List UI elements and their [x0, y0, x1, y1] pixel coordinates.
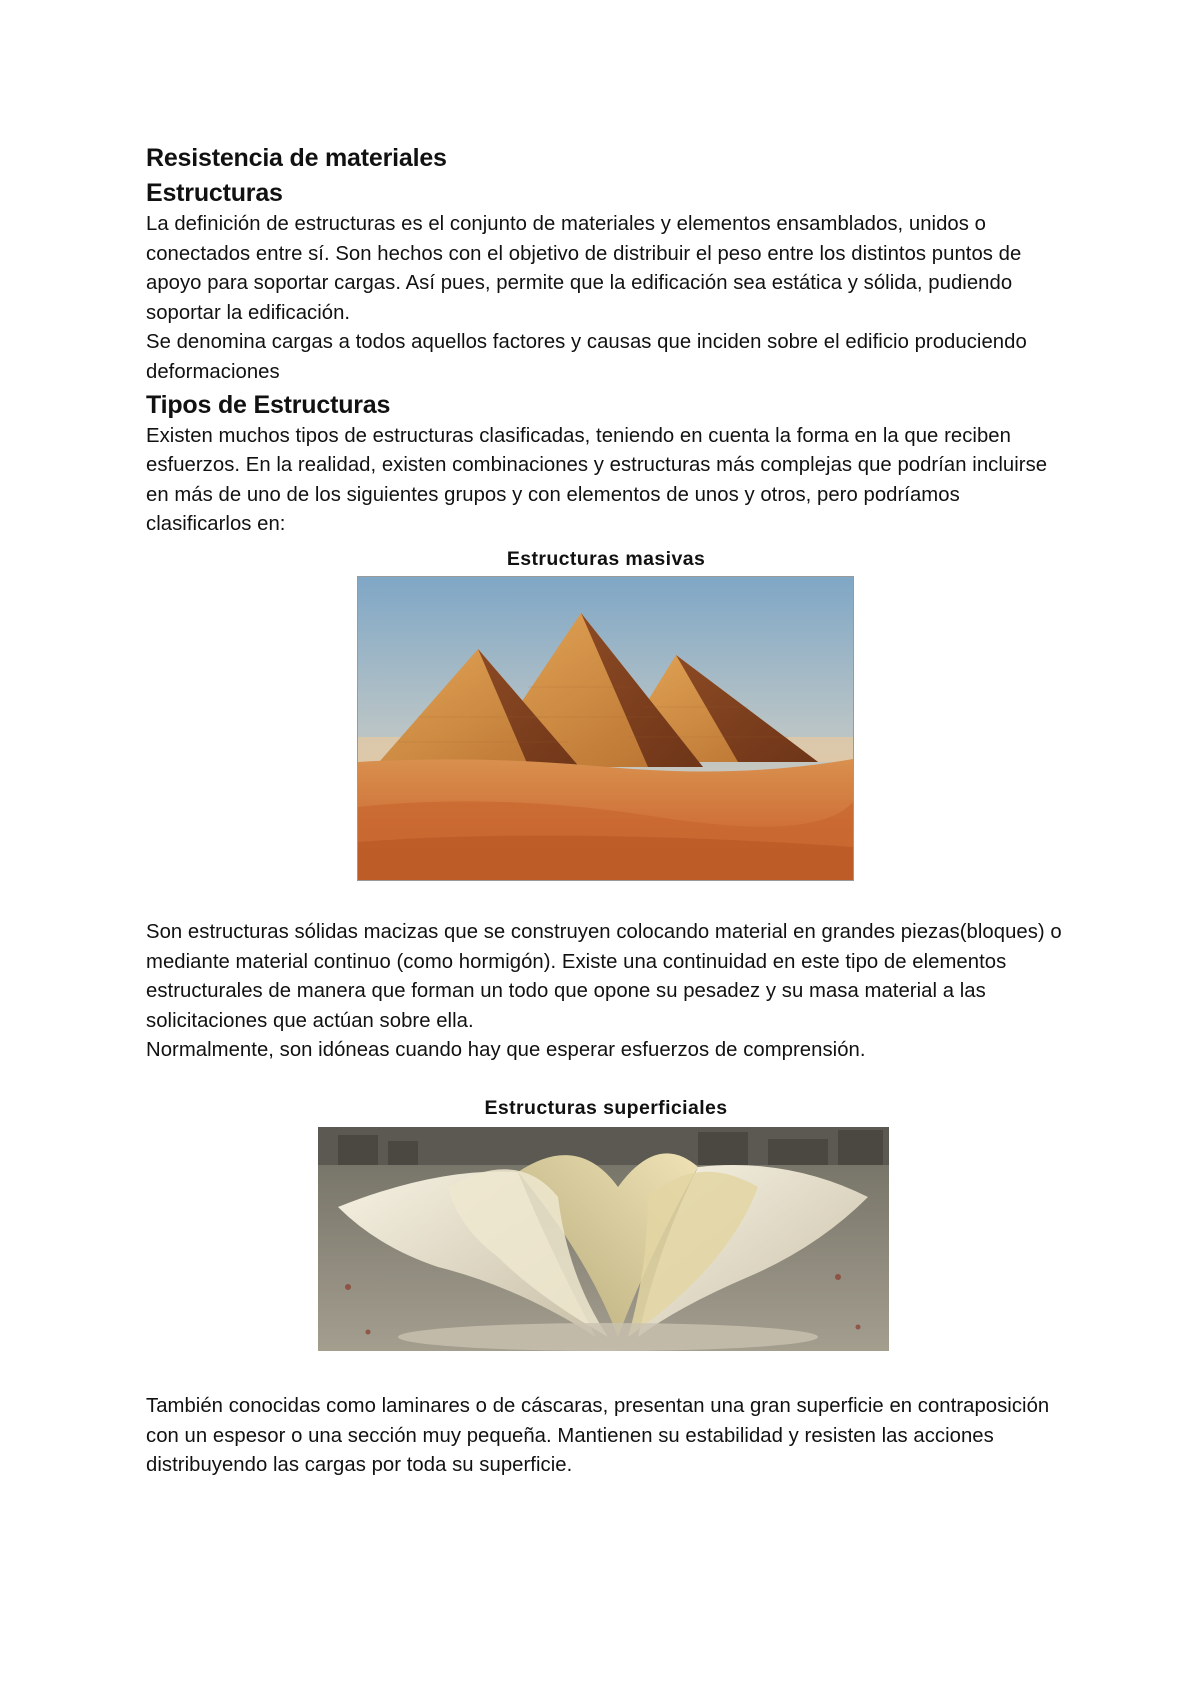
- shell-structure-photo: [318, 1127, 889, 1351]
- paragraph-superficiales: También conocidas como laminares o de cáscaras, presentan una gran superficie en contraposición con un espesor o una sección muy pequeña. Mantienen su estabilidad y resisten las acciones distribuyendo las cargas por toda su superficie.: [146, 1395, 1050, 1477]
- header-block: [146, 142, 1066, 540]
- superficiales-text-block: [146, 1392, 1066, 1481]
- section-heading-estructuras: Estructuras: [146, 179, 283, 207]
- paragraph-masivas-compresion: Normalmente, son idóneas cuando hay que esperar esfuerzos de comprensión.: [146, 1039, 866, 1062]
- section-heading-tipos: Tipos de Estructuras: [146, 390, 391, 419]
- paragraph-cargas: Se denomina cargas a todos aquellos factores y causas que inciden sobre el edificio produciendo deformaciones: [146, 331, 1027, 383]
- paragraph-masivas: Son estructuras sólidas macizas que se construyen colocando material en grandes piezas(bloques) o mediante material continuo (como hormigón). Existe una continuidad en este tipo de elementos estructurales de manera que forman un todo que opone su pesadez y su masa material a las solicitaciones que actúan sobre ella.: [146, 921, 1062, 1032]
- pyramids-photo: [357, 576, 854, 881]
- caption-superficiales: Estructuras superficiales: [484, 1097, 728, 1119]
- masivas-text-block: [146, 918, 1066, 1066]
- caption-masivas: Estructuras masivas: [506, 548, 706, 570]
- paragraph-definicion: La definición de estructuras es el conjunto de materiales y elementos ensamblados, unidos o conectados entre sí. Son hechos con el objetivo de distribuir el peso entre los distintos puntos de apoyo para soportar cargas. Así pues, permite que la edificación sea estática y sólida, pudiendo soportar la edificación.: [146, 213, 1022, 324]
- document-title: Resistencia de materiales: [146, 144, 447, 172]
- paragraph-tipos-intro: Existen muchos tipos de estructuras clasificadas, teniendo en cuenta la forma en la que reciben esfuerzos. En la realidad, existen combinaciones y estructuras más complejas que podrían incluirse en más de uno de los siguientes grupos y con elementos de unos y otros, pero podríamos clasificarlos en:: [146, 424, 1048, 536]
